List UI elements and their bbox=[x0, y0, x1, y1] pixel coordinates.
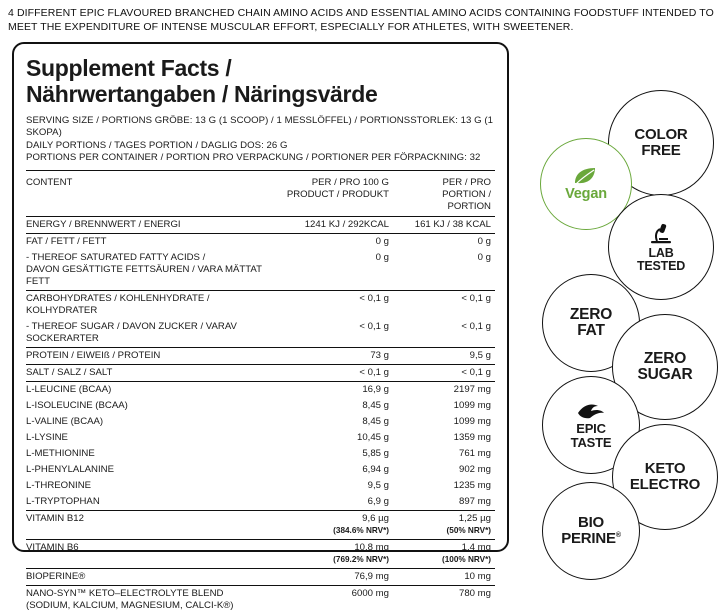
table-row bbox=[26, 446, 495, 462]
table-row bbox=[26, 347, 495, 364]
table-body bbox=[26, 217, 495, 614]
row-value-per-portion: 0 g bbox=[477, 252, 491, 264]
supplement-facts-panel bbox=[12, 42, 509, 611]
badge-lab-tested-line2: TESTED bbox=[636, 259, 686, 273]
row-label: PROTEIN / EIWEIß / PROTEIN bbox=[26, 347, 277, 364]
badge-cluster bbox=[520, 42, 720, 554]
row-value-per-100g: 6,9 g bbox=[367, 495, 389, 507]
row-value-per-portion: 1099 mg bbox=[453, 399, 491, 411]
badge-color-free-line1: COLOR bbox=[634, 126, 688, 144]
row-value-per-portion: < 0,1 g bbox=[461, 320, 491, 332]
row-value-per-portion: < 0,1 g bbox=[399, 364, 495, 381]
row-label: - THEREOF SUGAR / DAVON ZUCKER / VARAV SOCKERARTER bbox=[26, 320, 237, 344]
row-value-per-100g: 76,9 mg bbox=[277, 568, 399, 585]
column-header-per-100g-line2: PRODUCT / PRODUKT bbox=[286, 189, 389, 201]
row-value-per-100g-nrv: (384.6% NRV*) bbox=[333, 525, 389, 535]
row-value-per-100g: < 0,1 g bbox=[359, 320, 389, 332]
table-row bbox=[26, 234, 495, 250]
row-value-per-portion: 897 mg bbox=[459, 495, 491, 507]
row-value-per-portion-nrv: (50% NRV*) bbox=[446, 525, 491, 535]
row-label: VITAMIN B12 bbox=[26, 510, 277, 539]
column-header-per-100g bbox=[277, 175, 399, 216]
badge-epic-taste-line1: EPIC bbox=[576, 421, 606, 437]
row-value-per-portion: 0 g bbox=[399, 234, 495, 250]
row-value-per-portion: 761 mg bbox=[459, 447, 491, 459]
badge-zero-sugar-line1: ZERO bbox=[643, 349, 687, 367]
row-label: NANO-SYN™ KETO–ELECTROLYTE BLEND (SODIUM, KALCIUM, MAGNESIUM, CALCI-K®) bbox=[26, 585, 277, 613]
row-value-per-100g-nrv: (769.2% NRV*) bbox=[333, 554, 389, 564]
row-value-per-100g: 10,8 mg (769.2% NRV*) bbox=[277, 539, 399, 568]
table-row bbox=[26, 494, 495, 510]
column-header-per-portion-line2: PORTION / PORTION bbox=[442, 189, 491, 213]
badge-epic-taste-line2: TASTE bbox=[570, 435, 612, 450]
table-row bbox=[26, 364, 495, 381]
row-value-per-portion: 9,5 g bbox=[399, 347, 495, 364]
table-row bbox=[26, 585, 495, 613]
row-value-per-100g: 0 g bbox=[375, 252, 389, 264]
row-value-per-portion: 161 KJ / 38 KCAL bbox=[399, 217, 495, 234]
table-row bbox=[26, 291, 495, 319]
row-value-per-100g: 6,94 g bbox=[362, 463, 389, 475]
table-row bbox=[26, 462, 495, 478]
column-header-per-100g-line1: PER / PRO 100 G bbox=[311, 177, 389, 189]
badge-lab-tested bbox=[608, 194, 714, 300]
badge-bioperine-word: PERINE bbox=[561, 530, 616, 547]
row-label: L-VALINE (BCAA) bbox=[26, 415, 104, 427]
table-row bbox=[26, 319, 495, 347]
leaf-icon bbox=[573, 166, 599, 186]
table-row bbox=[26, 250, 495, 290]
row-value-per-portion: 1,25 µg (50% NRV*) bbox=[399, 510, 495, 539]
badge-bioperine-line2 bbox=[561, 531, 621, 547]
portions-per-container-line: PORTIONS PER CONTAINER / PORTION PRO VERPACKUNG / PORTIONER PER FÖRPACKNING: 32 bbox=[26, 152, 481, 164]
badge-lab-tested-line1: LAB bbox=[648, 245, 674, 260]
row-label: FAT / FETT / FETT bbox=[26, 234, 277, 250]
row-value-per-portion: 1,4 mg (100% NRV*) bbox=[399, 539, 495, 568]
row-value-per-100g: 6000 mg bbox=[277, 585, 399, 613]
row-label-line2: (SODIUM, KALCIUM, MAGNESIUM, CALCI-K®) bbox=[26, 599, 234, 611]
row-value-per-100g: 8,45 g bbox=[362, 399, 389, 411]
table-row bbox=[26, 430, 495, 446]
daily-portions-line: DAILY PORTIONS / TAGES PORTION / DAGLIG DOS: 26 G bbox=[26, 139, 288, 151]
row-label: SALT / SALZ / SALT bbox=[26, 364, 277, 381]
row-value-per-portion: 1359 mg bbox=[453, 431, 491, 443]
row-value-per-100g: < 0,1 g bbox=[277, 291, 399, 319]
column-header-per-portion-line1: PER / PRO bbox=[442, 177, 491, 189]
row-label: BIOPERINE® bbox=[26, 568, 277, 585]
row-value-per-portion: 2197 mg bbox=[399, 381, 495, 397]
row-value-per-portion: 902 mg bbox=[459, 463, 491, 475]
row-label: L-PHENYLALANINE bbox=[26, 463, 114, 475]
row-label: ENERGY / BRENNWERT / ENERGI bbox=[26, 217, 277, 234]
badge-bioperine bbox=[542, 482, 640, 580]
table-row bbox=[26, 510, 495, 539]
table-row bbox=[26, 217, 495, 234]
table-row bbox=[26, 381, 495, 397]
badge-keto-electro-line2: ELECTRO bbox=[629, 476, 701, 493]
column-header-content: CONTENT bbox=[26, 175, 277, 216]
table-row bbox=[26, 539, 495, 568]
row-value-per-portion-nrv: (100% NRV*) bbox=[442, 554, 491, 564]
row-label: L-LYSINE bbox=[26, 431, 68, 443]
panel-title-line2: Nährwertangaben / Näringsvärde bbox=[26, 80, 378, 107]
row-value-per-portion: 1235 mg bbox=[453, 479, 491, 491]
column-header-per-portion bbox=[399, 175, 495, 216]
badge-keto-electro-line1: KETO bbox=[644, 460, 686, 478]
table-row bbox=[26, 414, 495, 430]
table-row bbox=[26, 478, 495, 494]
row-value-per-100g: 16,9 g bbox=[277, 381, 399, 397]
row-label: L-TRYPTOPHAN bbox=[26, 495, 100, 507]
microscope-icon bbox=[648, 221, 674, 245]
row-value-per-100g: 9,5 g bbox=[367, 479, 389, 491]
badge-zero-fat-line1: ZERO bbox=[569, 305, 613, 323]
row-value-per-100g: 73 g bbox=[277, 347, 399, 364]
badge-vegan-label: Vegan bbox=[565, 185, 607, 202]
badge-zero-sugar-line2: SUGAR bbox=[637, 366, 693, 383]
panel-title-line1: Supplement Facts / bbox=[26, 55, 232, 81]
nutrition-table bbox=[26, 175, 495, 614]
registered-mark: ® bbox=[615, 532, 621, 539]
row-value-per-100g: 1241 KJ / 292KCAL bbox=[277, 217, 399, 234]
flame-icon bbox=[576, 400, 606, 420]
row-label: CARBOHYDRATES / KOHLENHYDRATE / KOLHYDRATER bbox=[26, 291, 277, 319]
row-value-per-100g: 8,45 g bbox=[362, 415, 389, 427]
row-value-per-100g: < 0,1 g bbox=[277, 364, 399, 381]
row-value-per-100g: 0 g bbox=[277, 234, 399, 250]
row-label: - THEREOF SATURATED FATTY ACIDS / DAVON GESÄTTIGTE FETTSÄUREN / VARA MÄTTAT FETT bbox=[26, 252, 262, 288]
row-label: VITAMIN B6 bbox=[26, 539, 277, 568]
divider bbox=[26, 170, 495, 171]
row-value-per-portion: 780 mg bbox=[399, 585, 495, 613]
row-label: L-METHIONINE bbox=[26, 447, 95, 459]
row-label: L-THREONINE bbox=[26, 479, 92, 491]
row-value-per-portion: 1099 mg bbox=[453, 415, 491, 427]
table-header bbox=[26, 175, 495, 216]
badge-color-free-line2: FREE bbox=[641, 142, 681, 159]
row-value-per-portion: < 0,1 g bbox=[399, 291, 495, 319]
row-value-per-100g: 9,6 µg (384.6% NRV*) bbox=[277, 510, 399, 539]
row-label-line2: DAVON GESÄTTIGTE FETTSÄUREN / VARA MÄTTAT FETT bbox=[26, 264, 262, 288]
table-row bbox=[26, 398, 495, 414]
product-description: 4 DIFFERENT EPIC FLAVOURED BRANCHED CHAIN AMINO ACIDS AND ESSENTIAL AMINO ACIDS CONTAINING FOODSTUFF INTENDED TO MEET THE EXPENDITURE OF INTENSE MUSCULAR EFFORT, ESPECIALLY FOR ATHLETES, WITH SWEETENER. bbox=[8, 7, 714, 34]
page-title bbox=[26, 56, 495, 108]
table-row bbox=[26, 568, 495, 585]
serving-size-line: SERVING SIZE / PORTIONS GRÖBE: 13 G (1 SCOOP) / 1 MESSLÖFFEL) / PORTIONSSTORLEK: 13 G (1 SKOPA) bbox=[26, 114, 493, 139]
row-value-per-100g: 10,45 g bbox=[356, 431, 389, 443]
row-value-per-100g: 5,85 g bbox=[362, 447, 389, 459]
row-label: L-ISOLEUCINE (BCAA) bbox=[26, 399, 128, 411]
row-value-per-portion: 10 mg bbox=[399, 568, 495, 585]
badge-zero-fat-line2: FAT bbox=[577, 322, 605, 339]
badge-bioperine-line1: BIO bbox=[577, 514, 605, 532]
row-label: L-LEUCINE (BCAA) bbox=[26, 381, 277, 397]
